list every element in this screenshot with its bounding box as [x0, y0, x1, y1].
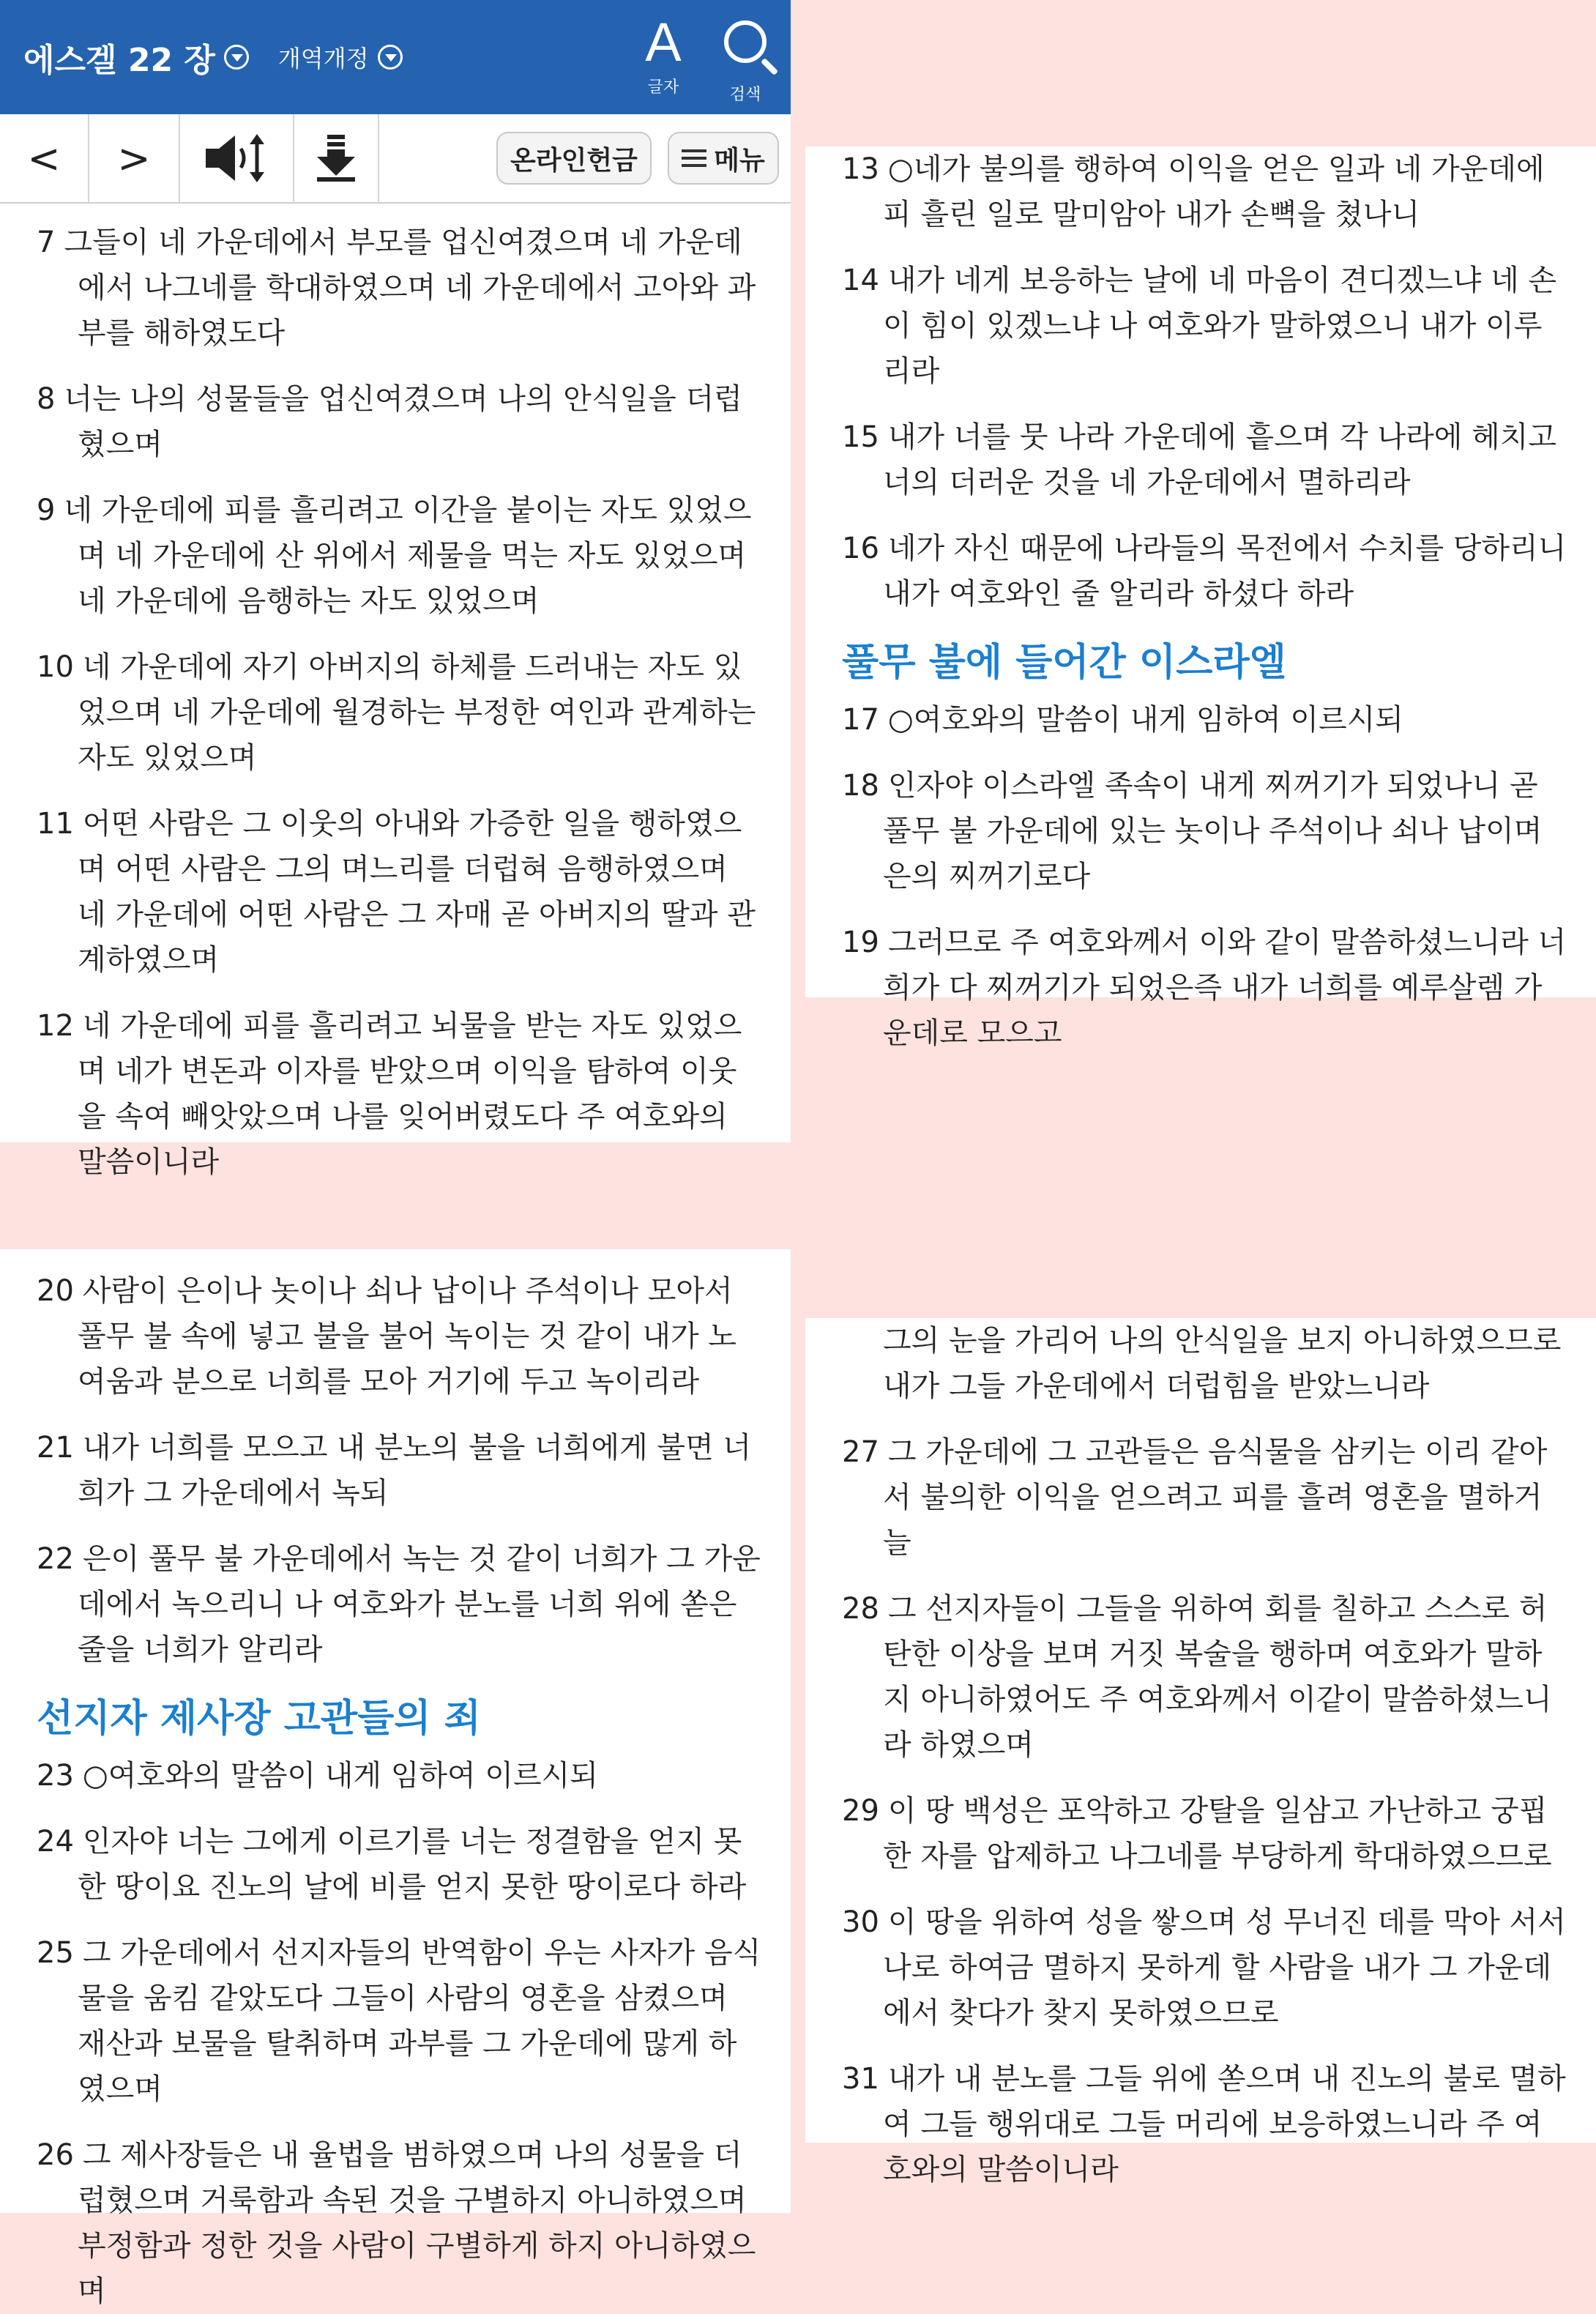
- version-selector[interactable]: 개역개정: [277, 45, 369, 72]
- verse-number: 20: [37, 1274, 74, 1308]
- verse: [842, 414, 1567, 505]
- verse: [842, 1788, 1567, 1879]
- verse-number: 26: [37, 2138, 74, 2172]
- verse-text: 너는 나의 성물들을 업신여겼으며 나의 안식일을 더럽혔으며: [64, 382, 742, 461]
- verse-text: 이 땅 백성은 포악하고 강탈을 일삼고 가난하고 궁핍한 자를 압제하고 나그네를 부당하게 학대하였으므로: [883, 1794, 1552, 1873]
- audio-button[interactable]: [180, 114, 294, 202]
- verse-number: 7: [37, 226, 56, 259]
- verse-number: 13: [842, 152, 879, 186]
- verse-text: ○네가 불의를 행하여 이익을 얻은 일과 네 가운데에 피 흘린 일로 말미암아 내가 손뼉을 쳤나니: [883, 152, 1545, 231]
- screenshot-panel-2: [805, 146, 1596, 1050]
- verse-text: ○여호와의 말씀이 내게 임하여 이르시되: [887, 703, 1403, 737]
- next-chapter-button[interactable]: >: [89, 114, 180, 202]
- verse: [37, 220, 761, 356]
- verse-text: 네 가운데에 자기 아버지의 하체를 드러내는 자도 있었으며 네 가운데에 월경하는 부정한 여인과 관계하는 자도 있었으며: [78, 650, 756, 775]
- book-chapter-title[interactable]: 에스겔 22 장: [23, 42, 215, 79]
- verse-number: 15: [842, 420, 879, 454]
- verse-text: 그 가운데에 그 고관들은 음식물을 삼키는 이리 같아서 불의한 이익을 얻으려고 피를 흘려 영혼을 멸하거늘: [883, 1435, 1548, 1560]
- verse-text: 은이 풀무 불 가운데에서 녹는 것 같이 너희가 그 가운데에서 녹으리니 나 여호와가 분노를 너희 위에 쏟은 줄을 너희가 알리라: [78, 1542, 761, 1667]
- verse-text: 네 가운데에 피를 흘리려고 뇌물을 받는 자도 있었으며 네가 변돈과 이자를 받았으며 이익을 탐하여 이웃을 속여 빼앗았으며 나를 잊어버렸도다 주 여호와의 말씀이니라: [78, 1009, 742, 1179]
- speaker-icon: [203, 133, 270, 184]
- verse: [842, 1429, 1567, 1566]
- verse: [842, 258, 1567, 394]
- chevron-down-icon[interactable]: [224, 45, 249, 70]
- verse: [842, 920, 1567, 1056]
- verse-number: 18: [842, 769, 879, 803]
- search-icon: [724, 21, 767, 63]
- verse: [842, 1586, 1567, 1768]
- verse: [37, 1536, 761, 1673]
- verse-number: 10: [37, 650, 74, 684]
- verse-list: [0, 1249, 791, 2314]
- app-header: [0, 0, 791, 114]
- search-button[interactable]: [716, 13, 775, 105]
- verse: [37, 1753, 761, 1798]
- chevron-down-icon[interactable]: [378, 45, 403, 70]
- toolbar: [0, 114, 791, 204]
- verse-number: 12: [37, 1009, 74, 1043]
- verse-number: 16: [842, 532, 879, 565]
- verse: [37, 2132, 761, 2314]
- verse-text: 그 선지자들이 그들을 위하여 회를 칠하고 스스로 허탄한 이상을 보며 거짓 복술을 행하며 여호와가 말하지 아니하였어도 주 여호와께서 이같이 말씀하셨느니라 하였으며: [883, 1592, 1552, 1762]
- verse-list: [0, 204, 791, 1185]
- verse-list: [805, 1318, 1596, 2192]
- font-size-button[interactable]: [637, 13, 690, 97]
- verse-text: 인자야 이스라엘 족속이 내게 찌꺼기가 되었나니 곧 풀무 불 가운데에 있는 놋이나 주석이나 쇠나 납이며 은의 찌꺼기로다: [883, 769, 1543, 893]
- verse-text: 내가 너를 뭇 나라 가운데에 흩으며 각 나라에 헤치고 너의 더러운 것을 네 가운데에서 멸하리라: [883, 420, 1557, 499]
- verse-number: 27: [842, 1435, 879, 1469]
- verse-number: 22: [37, 1542, 74, 1576]
- verse: [37, 488, 761, 624]
- menu-button[interactable]: [668, 132, 779, 185]
- download-icon: [314, 135, 358, 182]
- verse-text: 이 땅을 위하여 성을 쌓으며 성 무너진 데를 막아 서서 나로 하여금 멸하지 못하게 할 사람을 내가 그 가운데에서 찾다가 찾지 못하였으므로: [883, 1905, 1566, 2030]
- verse: [37, 1930, 761, 2112]
- verse: [37, 376, 761, 467]
- verse-text: 그 제사장들은 내 율법을 범하였으며 나의 성물을 더럽혔으며 거룩함과 속된 것을 구별하지 아니하였으며 부정함과 정한 것을 사람이 구별하게 하지 아니하였으며: [78, 2138, 756, 2308]
- verse-number: 11: [37, 807, 74, 841]
- verse-number: 29: [842, 1794, 879, 1828]
- font-icon: A: [645, 12, 682, 72]
- verse-number: 8: [37, 382, 56, 416]
- verse: [842, 1900, 1567, 2036]
- section-heading: 풀무 불에 들어간 이스라엘: [842, 641, 1286, 685]
- font-label: 글자: [647, 78, 679, 97]
- verse-text: 그러므로 주 여호와께서 이와 같이 말씀하셨느니라 너희가 다 찌꺼기가 되었은즉 내가 너희를 예루살렘 가운데로 모으고: [883, 926, 1567, 1050]
- verse-number: 19: [842, 926, 879, 959]
- verse: [37, 1003, 761, 1185]
- verse: [842, 526, 1567, 617]
- verse-text: 인자야 너는 그에게 이르기를 너는 정결함을 얻지 못한 땅이요 진노의 날에 비를 얻지 못한 땅이로다 하라: [78, 1825, 747, 1904]
- verse-text: 그 가운데에서 선지자들의 반역함이 우는 사자가 음식물을 움킴 같았도다 그들이 사람의 영혼을 삼켰으며 재산과 보물을 탈취하며 과부를 그 가운데에 많게 하였으며: [78, 1936, 761, 2106]
- verse: [37, 801, 761, 983]
- screenshot-panel-3: [0, 1249, 791, 2308]
- verse-list: [805, 146, 1596, 1056]
- verse-text: 네 가운데에 피를 흘리려고 이간을 붙이는 자도 있었으며 네 가운데에 산 위에서 제물을 먹는 자도 있었으며 네 가운데에 음행하는 자도 있었으며: [64, 494, 752, 618]
- verse: [37, 1268, 761, 1405]
- verse: [842, 697, 1567, 743]
- prev-chapter-button[interactable]: <: [0, 114, 89, 202]
- verse: [842, 146, 1567, 237]
- verse-text: 네가 자신 때문에 나라들의 목전에서 수치를 당하리니 내가 여호와인 줄 알리라 하셨다 하라: [883, 532, 1567, 611]
- menu-label: 메뉴: [714, 145, 765, 176]
- verse-number: 31: [842, 2062, 879, 2096]
- verse-number: 24: [37, 1825, 74, 1859]
- verse: [842, 763, 1567, 899]
- search-label: 검색: [729, 86, 761, 104]
- verse-text: 내가 내 분노를 그들 위에 쏟으며 내 진노의 불로 멸하여 그들 행위대로 그들 머리에 보응하였느니라 주 여호와의 말씀이니라: [883, 2062, 1566, 2187]
- download-button[interactable]: [294, 114, 379, 202]
- verse: [37, 1819, 761, 1910]
- hamburger-icon: [682, 145, 706, 171]
- verse: [37, 644, 761, 781]
- section-heading: 선지자 제사장 고관들의 죄: [37, 1697, 481, 1741]
- verse-text: 그들이 네 가운데에서 부모를 업신여겼으며 네 가운데에서 나그네를 학대하였으며 네 가운데에서 고아와 과부를 해하였도다: [64, 226, 756, 350]
- screenshot-panel-4: [805, 1318, 1596, 2187]
- verse-continuation: 그의 눈을 가리어 나의 안식일을 보지 아니하였으므로 내가 그들 가운데에서 더럽힘을 받았느니라: [883, 1324, 1562, 1403]
- screenshot-panel-1: [0, 0, 791, 1179]
- verse-text: 어떤 사람은 그 이웃의 아내와 가증한 일을 행하였으며 어떤 사람은 그의 며느리를 더럽혀 음행하였으며 네 가운데에 어떤 사람은 그 자매 곧 아버지의 딸과 관계하였으며: [78, 807, 756, 977]
- verse-number: 21: [37, 1431, 74, 1465]
- title-group[interactable]: [23, 34, 403, 81]
- verse-number: 17: [842, 703, 879, 737]
- verse-number: 14: [842, 264, 879, 297]
- verse-text: 내가 너희를 모으고 내 분노의 불을 너희에게 불면 너희가 그 가운데에서 녹되: [78, 1431, 752, 1510]
- verse-text: 내가 네게 보응하는 날에 네 마음이 견디겠느냐 네 손이 힘이 있겠느냐 나 여호와가 말하였으니 내가 이루리라: [883, 264, 1557, 388]
- verse: [37, 1425, 761, 1516]
- verse-number: 25: [37, 1936, 74, 1970]
- verse-number: 28: [842, 1592, 879, 1626]
- verse-text: ○여호와의 말씀이 내게 임하여 이르시되: [82, 1759, 598, 1793]
- verse-number: 30: [842, 1905, 879, 1939]
- verse: [842, 2056, 1567, 2192]
- verse-number: 23: [37, 1759, 74, 1793]
- verse-text: 사람이 은이나 놋이나 쇠나 납이나 주석이나 모아서 풀무 불 속에 넣고 불을 불어 녹이는 것 같이 내가 노여움과 분으로 너희를 모아 거기에 두고 녹이리라: [78, 1274, 737, 1399]
- online-offering-button[interactable]: 온라인헌금: [496, 132, 652, 185]
- verse-number: 9: [37, 494, 56, 527]
